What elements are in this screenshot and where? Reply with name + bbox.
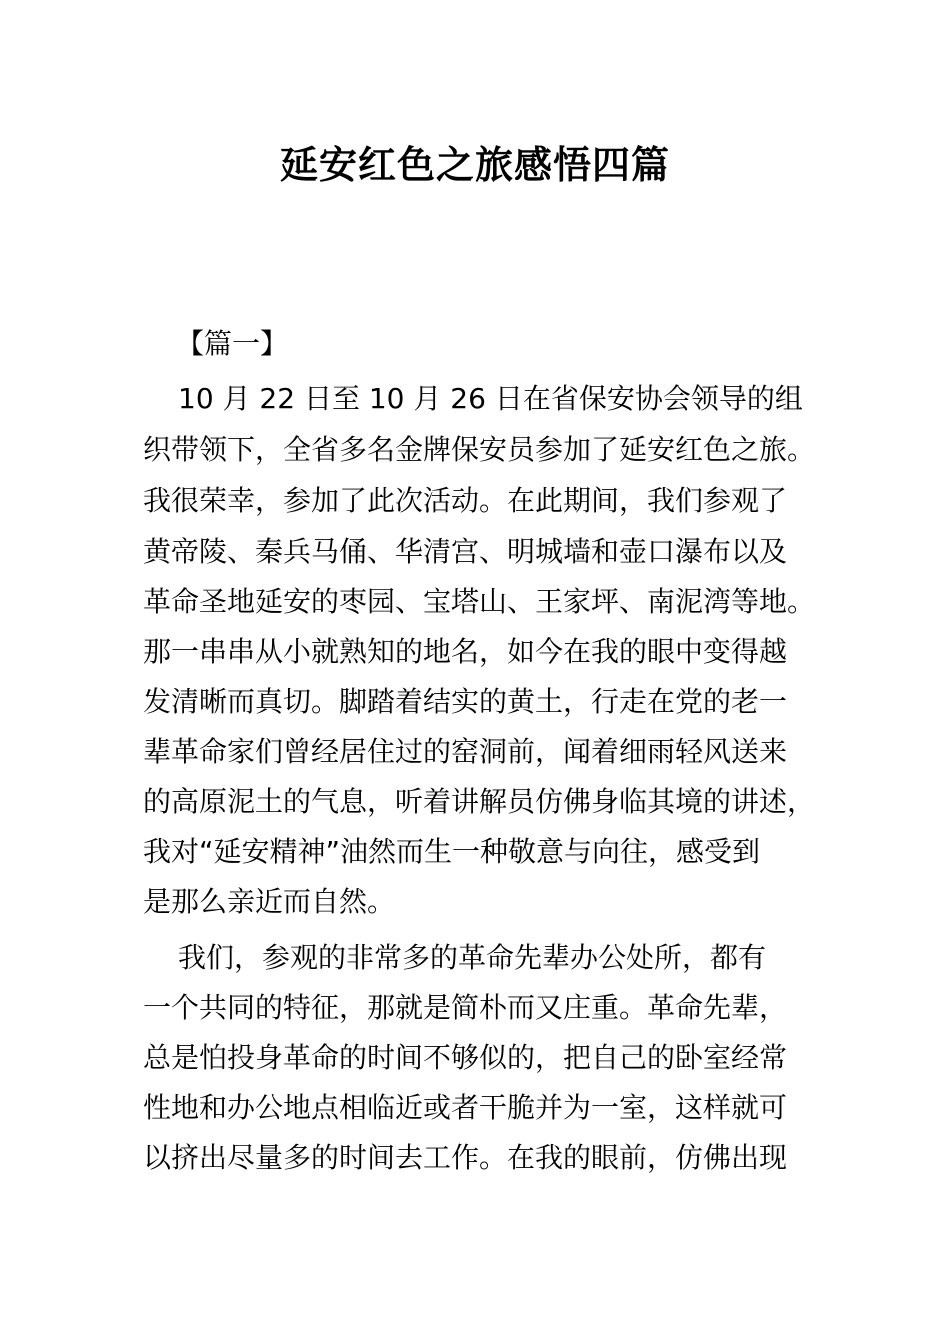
paragraph-line: 黄帝陵、秦兵马俑、华清宫、明城墙和壶口瀑布以及: [143, 535, 788, 568]
paragraph-line: 性地和办公地点相临近或者干脆并为一室，这样就可: [143, 1091, 788, 1124]
paragraph-line: 我们，参观的非常多的革命先辈办公处所，都有: [178, 941, 767, 974]
paragraph-line: 总是怕投身革命的时间不够似的，把自己的卧室经常: [143, 1041, 788, 1074]
paragraph-line: 10 月 22 日至 10 月 26 日在省保安协会领导的组: [178, 382, 803, 415]
document-title: 延安红色之旅感悟四篇: [279, 143, 670, 187]
paragraph-line: 以挤出尽量多的时间去工作。在我的眼前，仿佛出现: [143, 1141, 788, 1174]
paragraph-line: 织带领下，全省多名金牌保安员参加了延安红色之旅。: [143, 433, 816, 466]
paragraph-line: 我很荣幸，参加了此次活动。在此期间，我们参观了: [143, 484, 788, 517]
paragraph-line: 是那么亲近而自然。: [143, 885, 396, 918]
paragraph-line: 我对“延安精神”油然而生一种敬意与向往，感受到: [143, 835, 761, 868]
section-heading: 【篇一】: [176, 327, 289, 360]
paragraph-line: 革命圣地延安的枣园、宝塔山、王家坪、南泥湾等地。: [143, 585, 816, 618]
paragraph-line: 一个共同的特征，那就是简朴而又庄重。革命先辈，: [143, 991, 788, 1024]
paragraph-line: 辈革命家们曾经居住过的窑洞前，闻着细雨轻风送来: [143, 735, 788, 768]
paragraph-line: 发清晰而真切。脚踏着结实的黄土，行走在党的老一: [143, 685, 788, 718]
paragraph-line: 那一串串从小就熟知的地名，如今在我的眼中变得越: [143, 635, 788, 668]
paragraph-line: 的高原泥土的气息，听着讲解员仿佛身临其境的讲述，: [143, 785, 816, 818]
